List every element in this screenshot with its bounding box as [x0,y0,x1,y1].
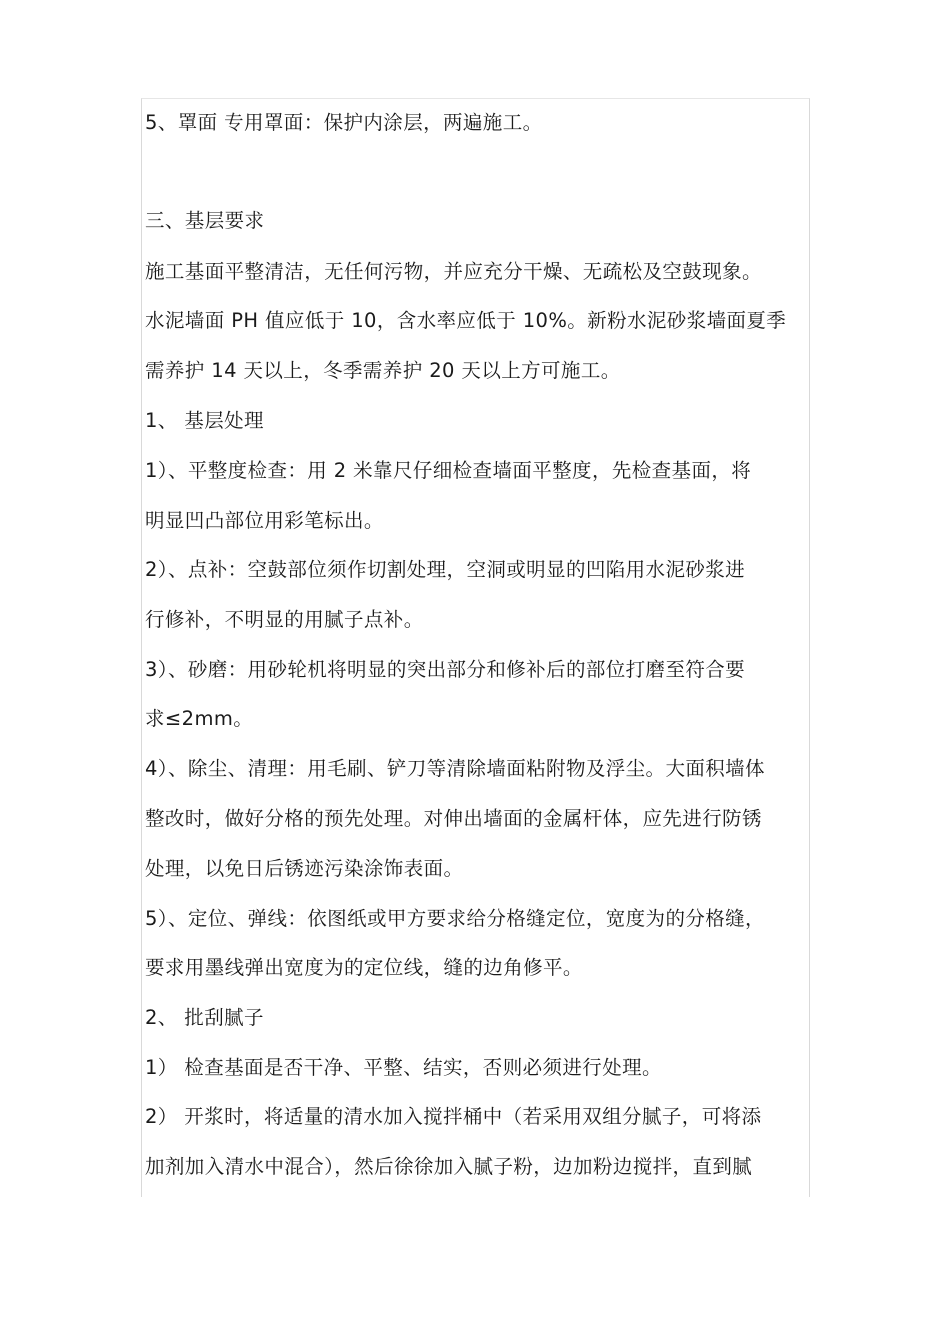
paragraph-line: 4）、除尘、清理：用毛刷、铲刀等清除墙面粘附物及浮尘。大面积墙体 [145,757,765,780]
paragraph-line: 1）、平整度检查：用 2 米靠尺仔细检查墙面平整度，先检查基面，将 [145,459,752,482]
paragraph-line: 加剂加入清水中混合），然后徐徐加入腻子粉，边加粉边搅拌，直到腻 [145,1155,753,1178]
paragraph-line: 2） 开浆时，将适量的清水加入搅拌桶中（若采用双组分腻子，可将添 [145,1105,762,1128]
paragraph-line: 3）、砂磨：用砂轮机将明显的突出部分和修补后的部位打磨至符合要 [145,658,746,681]
paragraph-line: 需养护 14 天以上，冬季需养护 20 天以上方可施工。 [145,359,621,382]
subheading-base-treatment: 1、 基层处理 [145,409,264,432]
paragraph-line: 5）、定位、弹线：依图纸或甲方要求给分格缝定位，宽度为的分格缝， [145,907,765,930]
paragraph-line: 施工基面平整清洁，无任何污物，并应充分干燥、无疏松及空鼓现象。 [145,260,762,283]
paragraph-line: 水泥墙面 PH 值应低于 10，含水率应低于 10%。新粉水泥砂浆墙面夏季 [145,309,787,332]
section-5-cover-coat: 5、罩面 专用罩面：保护内涂层，两遍施工。 [145,111,543,134]
subheading-putty: 2、 批刮腻子 [145,1006,264,1029]
paragraph-line: 明显凹凸部位用彩笔标出。 [145,509,384,532]
paragraph-line: 处理，以免日后锈迹污染涂饰表面。 [145,857,464,880]
paragraph-line: 1） 检查基面是否干净、平整、结实，否则必须进行处理。 [145,1056,662,1079]
paragraph-line: 行修补，不明显的用腻子点补。 [145,608,424,631]
paragraph-line: 整改时，做好分格的预先处理。对伸出墙面的金属杆体，应先进行防锈 [145,807,762,830]
heading-base-requirements: 三、基层要求 [145,209,265,232]
paragraph-line: 求≤2mm。 [145,707,254,730]
paragraph-line: 2）、点补：空鼓部位须作切割处理，空洞或明显的凹陷用水泥砂浆进 [145,558,746,581]
paragraph-line: 要求用墨线弹出宽度为的定位线，缝的边角修平。 [145,956,583,979]
